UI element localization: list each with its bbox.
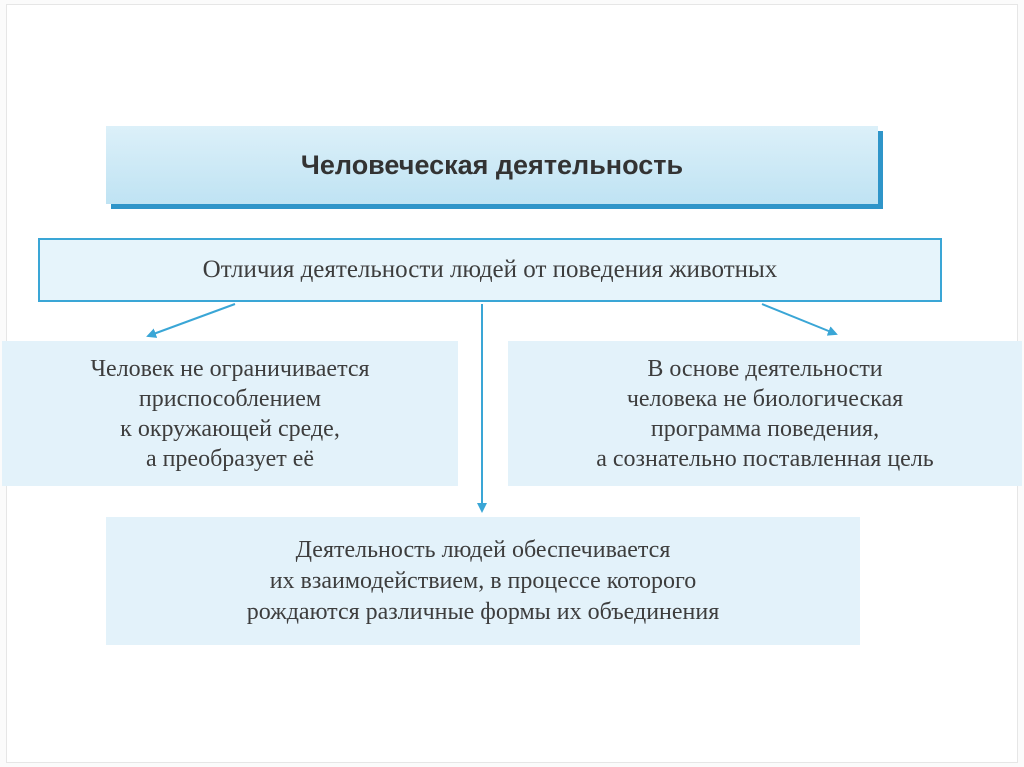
bottom-text <box>247 535 720 628</box>
bottom-line: рождаются различные формы их объединения <box>246 598 720 625</box>
right-line: программа поведения, <box>650 415 880 442</box>
bottom-box <box>106 517 860 645</box>
right-text <box>596 354 934 474</box>
left-text <box>90 354 369 474</box>
left-line: приспособлением <box>138 385 322 412</box>
right-box <box>508 341 1022 486</box>
left-line: к окружающей среде, <box>120 415 340 442</box>
right-line: человека не биологическая <box>626 385 904 412</box>
arrow-right <box>762 304 836 334</box>
main-statement: Отличия деятельности людей от поведения животных <box>202 256 778 283</box>
left-line: Человек не ограничивается <box>90 355 370 382</box>
left-line: а преобразует её <box>145 445 315 472</box>
diagram-title: Человеческая деятельность <box>300 149 684 180</box>
right-line: а сознательно поставленная цель <box>596 445 934 472</box>
bottom-line: их взаимодействием, в процессе которого <box>269 567 697 594</box>
arrow-left <box>148 304 235 336</box>
left-box <box>2 341 458 486</box>
bottom-line: Деятельность людей обеспечивается <box>295 536 671 563</box>
right-line: В основе деятельности <box>647 355 883 382</box>
